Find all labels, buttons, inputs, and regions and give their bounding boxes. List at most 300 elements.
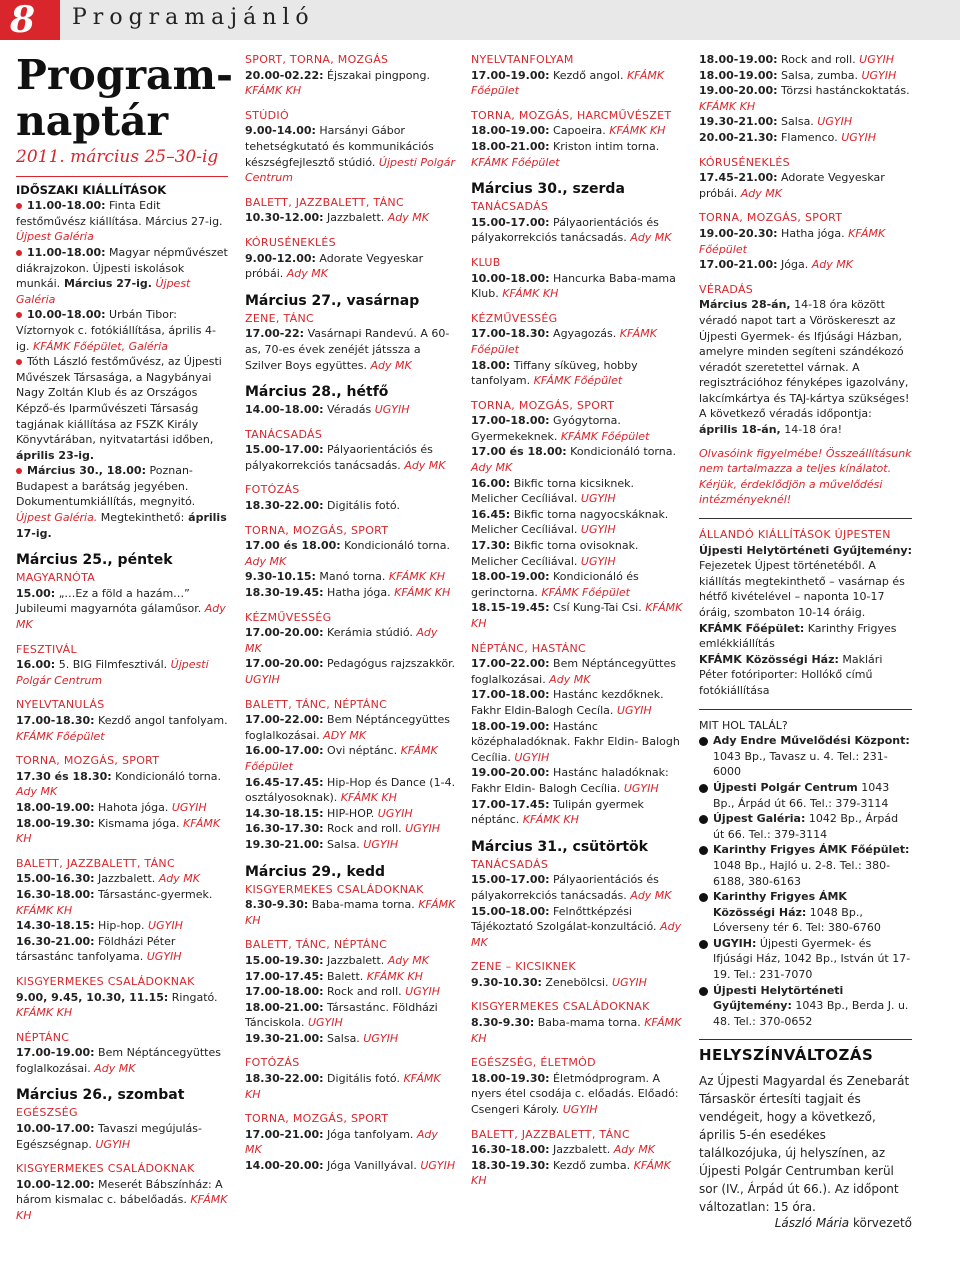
event-time: 14.00-20.00: <box>245 1159 324 1173</box>
event-venue: Újpesti Polgár Centrum <box>16 658 209 687</box>
event-text: Karinthy Frigyes emlékkiállítás <box>699 621 897 651</box>
category-heading: KISGYERMEKES CSALÁDOKNAK <box>245 882 424 896</box>
event-venue: UGYIH <box>577 554 616 568</box>
event-text: Adorate Vegyeskar próbái. <box>245 251 424 281</box>
event-text: Tóth László festőművész, az Újpesti Művészek Társasága, a Nagybányai Nagy Zoltán Klub és az Országos Képző-és Iparművészeti Társaság tagjának kiállítása az FSZK Király Könyvtárában, nyitvatartási időben, <box>16 355 222 447</box>
event-text: „…Ez a föld a hazám…” Jubileumi magyarnóta gálaműsor. <box>16 586 202 616</box>
event-item <box>245 1158 457 1174</box>
event-item <box>245 1071 457 1102</box>
address-item <box>699 733 912 780</box>
event-time: UGYIH: <box>713 936 757 950</box>
event-time: 19.00-20.00: <box>471 766 550 780</box>
event-venue: UGYIH <box>304 1016 343 1030</box>
event-text: Rock and roll. <box>323 822 402 836</box>
event-time: 11.00-18.00: <box>27 245 106 259</box>
divider <box>699 518 912 519</box>
event-time: április 17-ig. <box>16 511 227 540</box>
exhibition-item <box>16 307 228 354</box>
bullet-icon <box>16 203 22 209</box>
event-text: Tavaszi megújulás-Egészségnap. <box>16 1122 202 1151</box>
event-venue: KFÁMK KH <box>16 1193 228 1223</box>
category-heading: KLUB <box>471 255 501 269</box>
divider <box>699 1039 912 1040</box>
event-time: 18.00-21.00: <box>245 1000 324 1014</box>
event-item <box>471 569 683 600</box>
event-venue: Ady MK <box>610 1143 655 1157</box>
category-heading: KÉZMŰVESSÉG <box>471 311 558 325</box>
event-time: 17.30 és 18.30: <box>16 769 112 783</box>
event-text: Meserét Bábszínház: A három kismalac c. bábelőadás. <box>16 1177 223 1207</box>
category-heading: TANÁCSADÁS <box>471 200 549 214</box>
exhibition-item <box>16 463 228 541</box>
event-item <box>471 719 683 766</box>
event-venue: Ady MK <box>90 1061 136 1075</box>
event-item <box>16 934 228 965</box>
event-text: 1043 Bp., Berda J. u. 48. Tel.: 370-0652 <box>713 999 909 1028</box>
event-time: 17.00-22.00: <box>245 713 324 727</box>
category-heading: TORNA, MOZGÁS, SPORT <box>245 1112 389 1126</box>
event-venue: KFÁMK KH <box>471 1016 682 1045</box>
event-venue: Ady MK <box>384 953 429 967</box>
event-item <box>471 656 683 687</box>
event-text: Bikfic torna kicsiknek. Melicher Cecíliával. <box>471 476 634 506</box>
category-heading: BALETT, JAZZBALETT, TÁNC <box>16 856 175 870</box>
event-time: 15.00-16.30: <box>16 872 95 886</box>
event-time: 19.30-21.00: <box>699 115 778 129</box>
category-heading: KISGYERMEKES CSALÁDOKNAK <box>471 1000 650 1014</box>
day-heading: Március 26., szombat <box>16 1087 185 1104</box>
event-item <box>16 657 228 688</box>
event-time: Újpesti Helytörténeti Gyűjtemény: <box>713 983 844 1013</box>
event-item <box>471 1015 683 1046</box>
divider <box>16 176 228 177</box>
event-venue: KFÁMK Főépület <box>16 729 105 743</box>
event-text: Földházi Péter társastánc tanfolyama. <box>16 934 176 964</box>
event-item <box>699 226 912 257</box>
category-heading: NÉPTÁNC, HASTÁNC <box>471 641 586 655</box>
exhibition-item <box>16 354 228 463</box>
event-time: 15.00: <box>16 586 56 600</box>
event-text: HIP-HOP. <box>323 806 375 820</box>
bullet-icon <box>699 893 708 902</box>
event-text: Kondicionáló torna. <box>111 769 221 783</box>
event-time: 17.00 és 18.00: <box>471 445 567 459</box>
exhibitions-heading: IDŐSZAKI KIÁLLÍTÁSOK <box>16 182 167 197</box>
event-venue: UGYIH <box>577 523 616 537</box>
event-text: Kezdő angol. <box>549 68 624 82</box>
event-venue: Ady MK <box>245 554 287 568</box>
category-heading: KÉZMŰVESSÉG <box>245 610 332 624</box>
event-text: Felnőttképzési Tájékoztató Szolgálat-konzultáció. <box>471 904 657 934</box>
category-heading: TORNA, MOZGÁS, SPORT <box>471 398 615 412</box>
category-heading: FOTÓZÁS <box>245 483 300 497</box>
event-item <box>245 806 457 822</box>
category-heading: BALETT, TÁNC, NÉPTÁNC <box>245 938 388 952</box>
event-time: 16.00: <box>16 658 56 672</box>
event-time: 17.00-18.00: <box>245 985 324 999</box>
category-heading: KÓRUSÉNEKLÉS <box>245 235 336 249</box>
event-item <box>245 569 457 585</box>
bullet-icon <box>699 737 708 746</box>
event-text: Hahota jóga. <box>94 800 169 814</box>
event-item <box>16 990 228 1021</box>
event-venue: Ady MK <box>367 358 412 372</box>
event-venue: KFÁMK KH <box>605 124 666 138</box>
event-text: Jazzbalett. <box>323 211 385 225</box>
category-heading: ZENE – KICSIKNEK <box>471 960 576 974</box>
category-heading: KISGYERMEKES CSALÁDOKNAK <box>16 974 195 988</box>
event-item <box>471 872 683 903</box>
event-text: Harsányi Gábor tehetségkutató és kommunikációs készségfejlesztő stúdió. <box>245 124 434 169</box>
event-text: Társastánc-gyermek. <box>94 887 213 901</box>
addresses-heading: MIT HOL TALÁL? <box>699 718 788 732</box>
column-2 <box>245 52 457 1174</box>
event-item <box>471 358 683 389</box>
category-heading: NYELVTANFOLYAM <box>471 53 574 66</box>
event-venue: Ady MK <box>155 872 200 886</box>
event-venue: Ady MK <box>471 920 682 949</box>
event-time: 16.30-18.00: <box>16 887 95 901</box>
event-text: Bikfic torna nagyocskáknak. Melicher Cecíliával. <box>471 507 669 537</box>
category-heading: MAGYARNÓTA <box>16 571 96 585</box>
event-time: 17.00-22: <box>245 327 305 341</box>
event-text: 5. BIG Filmfesztivál. <box>55 658 168 672</box>
event-venue: Ady MK <box>400 458 446 472</box>
event-text: Jóga Vanillyával. <box>323 1159 417 1173</box>
event-venue: Ady MK <box>471 461 513 475</box>
event-time: 18.00-19.00: <box>699 53 778 66</box>
event-time: 15.00-19.30: <box>245 953 324 967</box>
event-text: Pályaorientációs és pályakorrekciós tanácsadás. <box>245 443 433 472</box>
date-range: 2011. március 25–30-ig <box>16 147 219 167</box>
divider <box>699 709 912 710</box>
event-item <box>699 170 912 201</box>
event-venue: KFÁMK Főépület <box>471 155 560 169</box>
category-heading: FESZTIVÁL <box>16 642 77 656</box>
category-heading: KISGYERMEKES CSALÁDOKNAK <box>16 1162 195 1176</box>
event-text: Megtekinthető: <box>97 511 185 525</box>
event-venue: UGYIH <box>857 68 897 82</box>
event-item <box>245 68 457 99</box>
event-item <box>699 52 912 68</box>
event-time: 18.00-19.00: <box>16 800 95 814</box>
event-time: 15.00-18.00: <box>471 904 550 918</box>
event-time: 18.00: <box>471 358 511 372</box>
event-venue: KFÁMK Főépület, Galéria <box>29 339 168 353</box>
event-item <box>16 1177 228 1224</box>
event-text: Kezdő zumba. <box>549 1158 631 1172</box>
blood-donation-text <box>699 297 912 437</box>
event-text: Bem Néptáncegyüttes foglalkozásai. <box>16 1046 221 1075</box>
event-venue: UGYIH <box>855 53 894 66</box>
event-venue: UGYIH <box>168 800 207 814</box>
event-time: Március 30., 18.00: <box>27 464 146 478</box>
event-time: Újpest Galéria: <box>713 812 806 826</box>
event-text: Hancurka Baba-mama Klub. <box>471 271 676 301</box>
event-venue: UGYIH <box>359 1031 399 1045</box>
event-time: 19.30-21.00: <box>245 837 324 851</box>
event-item <box>699 83 912 114</box>
event-text: Manó torna. <box>315 570 386 584</box>
event-item <box>471 1071 683 1118</box>
event-text: Kondicionáló torna. <box>340 539 450 553</box>
event-time: 10.00-18.00: <box>471 271 550 285</box>
event-venue: UGYIH <box>245 673 280 686</box>
event-time: 17.00-21.00: <box>245 1127 324 1141</box>
event-time: 15.00-17.00: <box>245 443 324 457</box>
event-text: Ovi néptánc. <box>323 744 398 758</box>
category-heading: TORNA, MOZGÁS, SPORT <box>699 211 843 225</box>
event-item <box>16 1045 228 1076</box>
event-time: 19.00-20.00: <box>699 84 778 98</box>
event-text: Capoeira. <box>549 124 606 138</box>
event-text: Agyagozás. <box>549 327 617 341</box>
event-item <box>245 897 457 928</box>
bullet-icon <box>699 940 708 949</box>
event-text: Gyógytorna. Gyermekeknek. <box>471 414 621 443</box>
event-time: 18.30-22.00: <box>245 1072 324 1086</box>
page-header <box>0 0 960 40</box>
category-heading: FOTÓZÁS <box>245 1056 300 1070</box>
reader-note: Olvasóink figyelmébe! Összeállításunk nem tartalmazza a teljes kínálatot. Kérjük, érdeklődjön a művelődési intézményeknél! <box>699 446 912 507</box>
event-item <box>471 765 683 796</box>
event-venue: KFÁMK Főépület <box>537 585 630 599</box>
event-time: 10.00-17.00: <box>16 1122 95 1136</box>
event-time: 9.00, 9.45, 10.30, 11.15: <box>16 990 169 1004</box>
event-text: Bem Néptáncegyüttes foglalkozásai. <box>245 713 450 742</box>
event-venue: KFÁMK KH <box>390 586 451 600</box>
event-venue: KFÁMK KH <box>385 570 446 584</box>
category-heading: TORNA, MOZGÁS, SPORT <box>16 754 160 768</box>
event-item <box>699 130 912 146</box>
event-text: Hastánc középhaladóknak. Fakhr Eldin- Balogh Cecília. <box>471 719 680 764</box>
bullet-icon <box>16 250 22 256</box>
event-venue: KFÁMK KH <box>498 287 559 301</box>
event-venue: Újpest Galéria <box>16 230 94 244</box>
event-time: 16.30-17.30: <box>245 822 324 836</box>
event-text: Jóga. <box>777 258 809 272</box>
event-time: Újpesti Polgár Centrum <box>713 780 858 794</box>
address-item <box>699 780 912 811</box>
event-text: körvezető <box>849 1216 912 1231</box>
event-venue: UGYIH <box>359 837 399 851</box>
event-venue: Ady MK <box>384 211 429 225</box>
event-time: 17.00-20.00: <box>245 657 324 671</box>
event-item <box>245 498 457 514</box>
category-heading: BALETT, JAZZBALETT, TÁNC <box>245 195 404 209</box>
category-heading: NYELVTANULÁS <box>16 698 105 712</box>
event-venue: UGYIH <box>813 115 853 129</box>
event-text: 1043 Bp., Tavasz u. 4. Tel.: 231-6000 <box>713 749 888 779</box>
event-item <box>245 251 457 282</box>
event-text: 1043 Bp., Árpád út 66. Tel.: 379-3114 <box>713 780 890 810</box>
event-venue: UGYIH <box>401 822 440 836</box>
event-time: 18.00-19.00: <box>471 124 550 138</box>
event-item <box>245 625 457 656</box>
event-time: 17.00-18.30: <box>16 714 95 727</box>
page-title-line1: Program- <box>16 51 234 99</box>
event-venue: Ady MK <box>16 785 58 799</box>
category-heading: EGÉSZSÉG, ÉLETMÓD <box>471 1056 596 1070</box>
event-time: 17.00-22.00: <box>471 657 550 671</box>
event-time: Március 28-án, <box>699 298 791 312</box>
event-text: Jazzbalett. <box>323 953 385 967</box>
event-time: 16.45: <box>471 507 511 521</box>
page-title-line2: naptár <box>16 97 169 145</box>
day-heading: Március 25., péntek <box>16 552 173 569</box>
event-item <box>699 68 912 84</box>
event-venue: KFÁMK KH <box>245 898 456 927</box>
event-time: 14.30-18.15: <box>245 806 324 820</box>
event-item <box>245 821 457 837</box>
event-venue: Ady MK <box>245 626 438 655</box>
category-heading: EGÉSZSÉG <box>16 1106 78 1120</box>
event-item <box>16 816 228 847</box>
event-venue: UGYIH <box>416 1159 456 1173</box>
event-item <box>245 1000 457 1031</box>
bullet-icon <box>16 468 22 474</box>
event-text: Urbán Tibor: Víztornyok c. fotókiállítása, április 4-ig. <box>16 308 216 353</box>
event-venue: KFÁMK KH <box>16 903 73 917</box>
event-text: Rock and roll. <box>777 53 856 66</box>
category-heading: TANÁCSADÁS <box>471 857 549 871</box>
event-time: KFÁMK Közösségi Ház: <box>699 652 839 666</box>
event-item <box>16 918 228 934</box>
event-text: Adorate Vegyeskar próbái. <box>699 171 885 200</box>
category-heading: VÉRADÁS <box>699 282 754 296</box>
event-venue: KFÁMK Főépület <box>471 68 665 98</box>
event-time: április 18-án, <box>699 423 781 437</box>
event-venue: Ady MK <box>283 267 328 281</box>
event-venue: UGYIH <box>837 130 877 144</box>
event-text: Bem Néptáncegyüttes foglalkozásai. <box>471 657 676 686</box>
event-venue: UGYIH <box>143 950 182 964</box>
event-item <box>471 538 683 569</box>
event-text: László Mária <box>774 1216 850 1231</box>
event-time: 17.00-21.00: <box>699 258 778 272</box>
event-time: 17.00-17.45: <box>245 969 324 983</box>
exhibition-item <box>16 245 228 307</box>
event-text: Maklári Péter fotóriporter: Hollókő című fotókiállítása <box>699 652 883 697</box>
event-text: Hastánc haladóknak: Fakhr Eldin- Balogh Cecília. <box>471 766 669 795</box>
event-venue: KFÁMK Főépület <box>471 327 657 356</box>
event-item <box>245 442 457 473</box>
venue-change-heading: HELYSZÍNVÁLTOZÁS <box>699 1046 874 1065</box>
day-heading: Március 31., csütörtök <box>471 838 648 855</box>
event-venue: Ady MK <box>245 1127 438 1157</box>
event-item <box>16 887 228 918</box>
bullet-icon <box>16 312 22 318</box>
event-item <box>471 600 683 631</box>
event-venue: UGYIH <box>620 781 659 795</box>
day-heading: Március 28., hétfő <box>245 384 389 401</box>
event-time: 16.00-17.00: <box>245 744 324 758</box>
bullet-icon <box>699 846 708 855</box>
event-item <box>16 713 228 744</box>
address-item <box>699 936 912 983</box>
event-venue: KFÁMK KH <box>337 791 397 805</box>
event-venue: UGYIH <box>577 492 616 506</box>
address-item <box>699 842 912 889</box>
event-venue: UGYIH <box>510 750 550 764</box>
event-text: Pályaorientációs és pályakorrekciós tanácsadás. <box>471 215 659 245</box>
category-heading: TORNA, MOZGÁS, HARCMŰVÉSZET <box>471 108 672 122</box>
category-heading: TANÁCSADÁS <box>245 427 323 441</box>
event-item <box>245 712 457 743</box>
event-item <box>471 215 683 246</box>
event-time: 17.00-19.00: <box>471 68 550 82</box>
event-venue: KFÁMK KH <box>16 816 221 846</box>
event-time: 17.00 és 18.00: <box>245 539 341 553</box>
event-text: Baba-mama torna. <box>308 898 415 912</box>
event-time: 18.00-19.00: <box>471 719 550 733</box>
event-text: Salsa. <box>323 837 360 851</box>
event-time: 9.30-10.30: <box>471 975 542 989</box>
event-item <box>471 444 683 475</box>
event-item <box>245 775 457 806</box>
event-venue: Ady MK <box>16 602 226 632</box>
event-time: 15.00-17.00: <box>471 215 550 229</box>
event-item <box>471 797 683 828</box>
category-heading: SPORT, TORNA, MOZGÁS <box>245 53 389 66</box>
event-time: 18.00-19.30: <box>471 1071 550 1085</box>
event-venue: KFÁMK Főépület <box>699 226 886 256</box>
category-heading: TORNA, MOZGÁS, SPORT <box>245 523 389 537</box>
event-text: Kondicionáló torna. <box>566 445 676 459</box>
event-item <box>245 402 457 418</box>
category-heading: KÓRUSÉNEKLÉS <box>699 155 790 169</box>
event-time: 10.30-12.00: <box>245 211 324 225</box>
event-text: Hip-hop. <box>94 919 145 933</box>
event-text: Újpesti Gyermek- és Ifjúsági Ház, 1042 Bp., István út 17-19. Tel.: 231-7070 <box>713 936 911 982</box>
event-text: Salsa, zumba. <box>777 68 858 82</box>
event-time: KFÁMK Főépület: <box>699 621 805 635</box>
event-text: Salsa. <box>777 115 814 129</box>
event-venue: KFÁMK Főépület <box>557 429 650 443</box>
event-time: 20.00-21.30: <box>699 130 778 144</box>
event-text: Rock and roll. <box>323 985 402 999</box>
event-time: 17.00-18.30: <box>471 327 550 341</box>
event-time: 11.00-18.00: <box>27 199 106 213</box>
event-text: Hatha jóga. <box>777 226 845 240</box>
event-item <box>245 837 457 853</box>
event-venue: KFÁMK KH <box>245 84 302 98</box>
event-item <box>245 1127 457 1158</box>
event-venue: Ady MK <box>808 258 853 272</box>
event-item <box>245 326 457 373</box>
event-text: Balett. <box>323 969 364 983</box>
event-time: április 23-ig. <box>16 448 95 462</box>
event-text: Pedagógus rajzszakkör. <box>323 657 456 671</box>
event-item <box>245 743 457 774</box>
event-venue: Ady MK <box>737 186 782 200</box>
event-item <box>471 413 683 444</box>
event-item <box>245 123 457 185</box>
event-time: Március 27-ig. <box>60 277 152 291</box>
event-time: 9.30-10.15: <box>245 570 316 584</box>
event-venue: UGYIH <box>401 985 440 999</box>
event-item <box>16 800 228 816</box>
event-venue: Ady MK <box>626 231 672 245</box>
event-time: 17.00-19.00: <box>16 1046 95 1060</box>
event-text: Életmódprogram. A nyers étel csodája c. előadás. Előadó: Csengeri Károly. <box>471 1071 679 1117</box>
event-text: Vasárnapi Randevú. A 60-as, 70-es évek zenéjét játssza a Szilver Boys együttes. <box>245 327 450 372</box>
page-number: 8 <box>0 0 60 40</box>
event-time: 17.30: <box>471 539 511 553</box>
category-heading: BALETT, JAZZBALETT, TÁNC <box>471 1127 630 1141</box>
bullet-icon <box>699 987 708 996</box>
bullet-icon <box>699 815 708 824</box>
